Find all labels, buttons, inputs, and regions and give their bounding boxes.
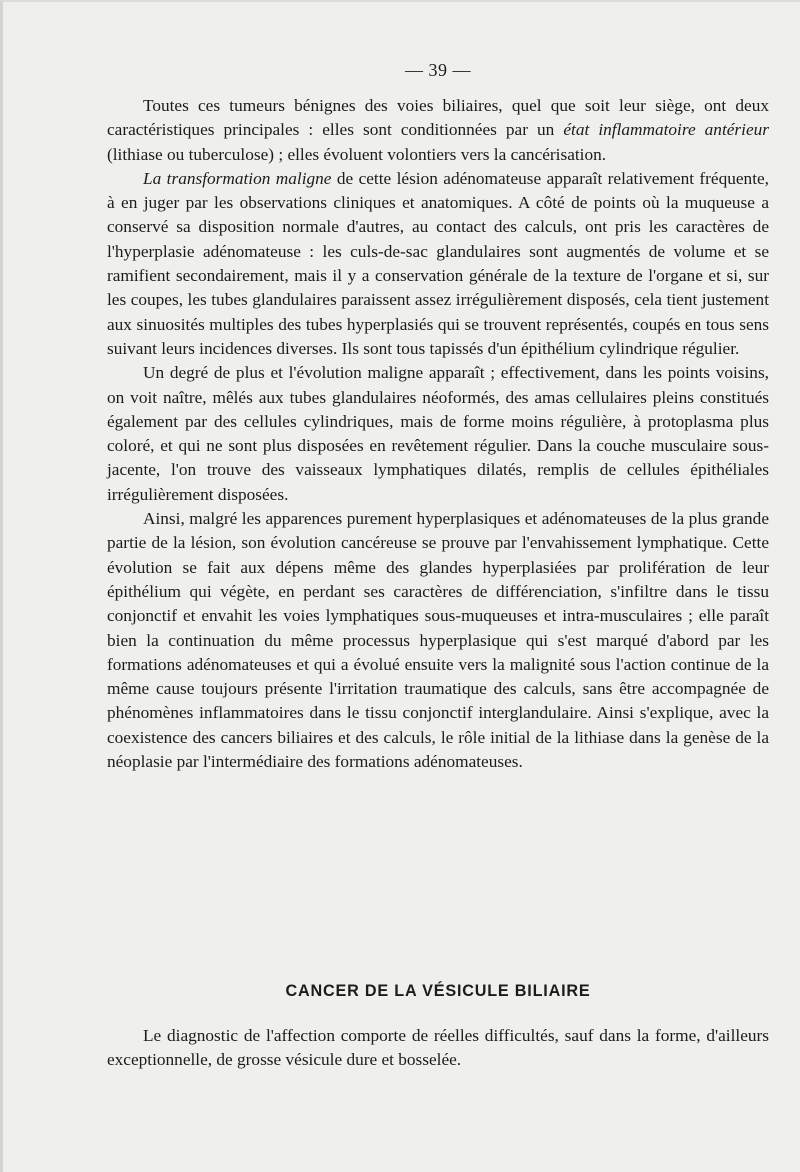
paragraph-1 (107, 94, 769, 167)
paragraph-2 (107, 167, 769, 361)
section-body (107, 1024, 769, 1073)
paragraph-1-text-b: (lithiase ou tuberculose) ; elles évoluent volontiers vers la cancérisation. (107, 144, 607, 164)
body-text (107, 94, 769, 774)
paragraph-1-text-a: Toutes ces tumeurs bénignes des voies biliaires, quel que soit leur siège, ont deux caractéristiques principales : elles sont conditionnées par un (107, 96, 769, 140)
section-heading: CANCER DE LA VÉSICULE BILIAIRE (285, 982, 591, 1000)
paragraph-3: Un degré de plus et l'évolution maligne apparaît ; effectivement, dans les points voisins, on voit naître, mêlés aux tubes glandulaires néoformés, des amas cellulaires pleins constitués également par des cellules cylindriques, mais de forme moins régulière, à protoplasma plus coloré, et qui ne sont plus disposées en revêtement régulier. Dans la couche musculaire sous-jacente, l'on trouve des vaisseaux lymphatiques dilatés, remplis de cellules épithéliales irrégulièrement disposées. (107, 363, 769, 504)
paragraph-2-italic: La transformation maligne (143, 168, 332, 188)
paragraph-1-italic: état inflammatoire antérieur (563, 120, 769, 140)
paragraph-2-text: de cette lésion adénomateuse apparaît relativement fréquente, à en juger par les observations cliniques et anatomiques. A côté de points où la muqueuse a conservé sa disposition normale d'autres, au contact des calculs, ont pris les caractères de l'hyperplasie adénomateuse : les culs-de-sac glandulaires sont augmentés de volume et se ramifient secondairement, mais il y a conservation générale de la texture de l'organe et si, sur les coupes, les tubes glandulaires paraissent assez irrégulièrement disposés, cela tient justement aux sinuosités multiples des tubes hyperplasiés qui se trouvent représentés, coupés en tous sens suivant leurs incidences diverses. Ils sont tous tapissés d'un épithélium cylindrique régulier. (107, 168, 769, 358)
section-paragraph: Le diagnostic de l'affection comporte de réelles difficultés, sauf dans la forme, d'ailleurs exceptionnelle, de grosse vésicule dure et bosselée. (107, 1026, 769, 1070)
paragraph-4: Ainsi, malgré les apparences purement hyperplasiques et adénomateuses de la plus grande partie de la lésion, son évolution cancéreuse se prouve par l'envahissement lymphatique. Cette évolution se fait aux dépens même des glandes hyperplasiées par prolifération de leur épithélium qui végète, en perdant ses caractères de différenciation, s'infiltre dans le tissu conjonctif et envahit les voies lymphatiques sous-muqueuses et intra-musculaires ; elle paraît bien la continuation du même processus hyperplasique qui s'est marqué d'abord par les formations adénomateuses et qui a évolué ensuite vers la malignité sous l'action continue de la même cause toujours présente l'irritation traumatique des calculs, sans être accompagnée de phénomènes inflammatoires dans le tissu conjonctif interglandulaire. Ainsi s'explique, avec la coexistence des cancers biliaires et des calculs, le rôle initial de la lithiase dans la genèse de la néoplasie par l'intermédiaire des formations adénomateuses. (107, 509, 769, 772)
page-number: — 39 — (405, 60, 471, 80)
